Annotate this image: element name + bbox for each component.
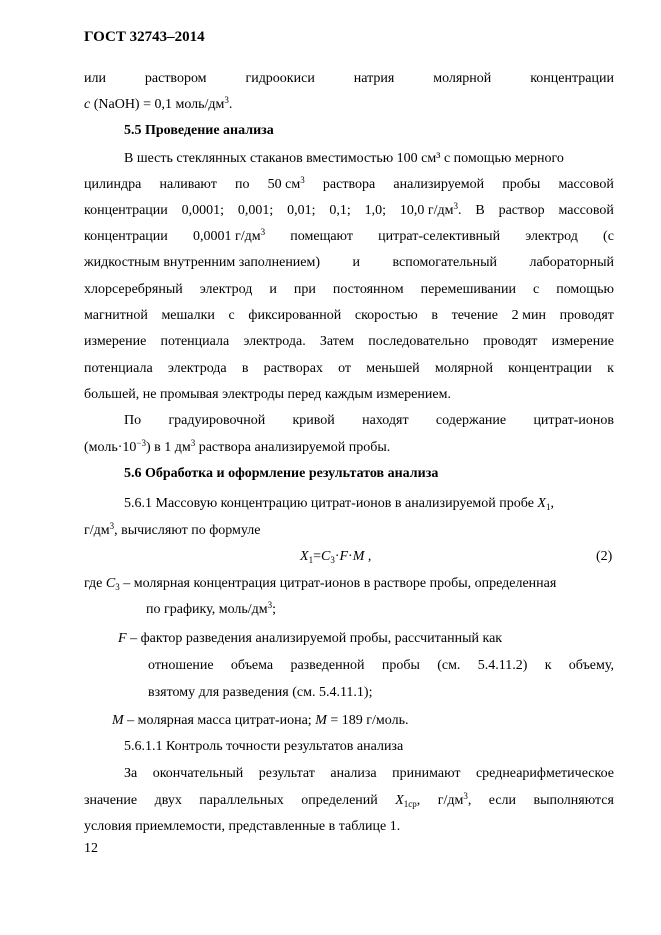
word: параллельных — [199, 793, 284, 808]
subsection-heading-5-6-1-1: 5.6.1.1 Контроль точности результатов анализа — [124, 739, 404, 754]
text-line — [124, 765, 614, 783]
word: и — [352, 255, 361, 270]
word: проводят — [483, 334, 538, 349]
word: 10,0 $г/дм^3$. — [399, 201, 462, 218]
word: измерение — [551, 334, 614, 349]
word: двух — [154, 793, 182, 808]
word: цитрат-селективный — [378, 229, 501, 244]
word: 2 мин — [511, 308, 546, 323]
word: проводят — [559, 308, 614, 323]
word: объему, — [568, 658, 614, 673]
word: последовательно — [368, 334, 469, 349]
word: меньшей — [366, 361, 420, 376]
word: объема — [230, 658, 274, 673]
word: $г/дм^3$, — [437, 791, 472, 808]
text-line — [84, 281, 614, 299]
text-line — [84, 70, 614, 88]
word: массовой — [558, 203, 614, 218]
word: жидкостным внутренним заполнением) — [84, 255, 321, 270]
word: В шесть стеклянных стаканов вместимостью 100 см³ с помощью мерного — [124, 151, 564, 166]
word: молярной — [434, 361, 493, 376]
word: раствор — [498, 203, 545, 218]
word: Затем — [319, 334, 354, 349]
word: массовой — [558, 177, 614, 192]
word: и — [269, 282, 277, 297]
word: мешалки — [161, 308, 215, 323]
word: результат — [258, 766, 315, 781]
word: среднеарифметическое — [475, 766, 614, 781]
text-line: где $С_3$ – молярная концентрация цитрат-ионов в растворе пробы, определенная — [84, 576, 557, 592]
word: с — [532, 282, 540, 297]
word: За — [124, 766, 138, 781]
word: измерение — [84, 334, 147, 349]
doc-header-id: ГОСТ 32743–2014 — [84, 29, 205, 45]
text-line: большей, не промывая электроды перед каждым измерением. — [84, 387, 451, 402]
formula: $X_1=C_3\cdot F\cdot M$ , — [300, 549, 372, 565]
word: В — [475, 203, 485, 218]
text-line — [84, 307, 614, 325]
word: пробы — [502, 177, 541, 192]
word: растворах — [263, 361, 323, 376]
text-line: по графику, моль/$дм^3$; — [146, 600, 277, 617]
word: окончательный — [152, 766, 244, 781]
word: анализа — [330, 766, 377, 781]
text-line — [84, 333, 614, 351]
section-heading-5-5: 5.5 Проведение анализа — [124, 123, 274, 138]
text-line — [84, 202, 614, 220]
word: течение — [451, 308, 499, 323]
text-line: с (NaOH) = 0,1 моль/$дм^3$. — [84, 95, 233, 112]
word: выполняются — [533, 793, 614, 808]
text-line — [84, 792, 614, 810]
word: 0,0001; — [181, 203, 225, 218]
word: скоростью — [354, 308, 418, 323]
word: к — [544, 658, 552, 673]
word: при — [293, 282, 316, 297]
word: (с — [603, 229, 614, 244]
word: 0,01; — [287, 203, 316, 218]
text-line: F – фактор разведения анализируемой пробы, рассчитанный как — [118, 631, 503, 646]
word: постоянном — [332, 282, 404, 297]
word: кривой — [292, 413, 335, 428]
word: отношение — [148, 658, 214, 673]
word: 1,0; — [364, 203, 387, 218]
text-line — [84, 176, 614, 194]
word: анализируемой — [393, 177, 485, 192]
word: лабораторный — [529, 255, 614, 270]
word: $X_{1ср}$, — [395, 793, 421, 809]
word: концентрации — [84, 229, 168, 244]
word: концентрации — [508, 361, 592, 376]
word: помещают — [290, 229, 353, 244]
word: находят — [362, 413, 409, 428]
word: 50 $см^3$ — [267, 175, 305, 192]
word: градуировочной — [168, 413, 266, 428]
word: По — [124, 413, 142, 428]
word: 0,1; — [329, 203, 351, 218]
word: перемешивании — [420, 282, 516, 297]
word: пробы — [381, 658, 420, 673]
page-number: 12 — [84, 841, 98, 856]
text-line: $(моль\cdot 10^{-3})$ в 1 $дм^3$ раствора анализируемой пробы. — [84, 438, 391, 455]
word: раствором — [144, 71, 207, 86]
word: 0,001; — [237, 203, 274, 218]
word: фиксированной — [248, 308, 342, 323]
word: разведенной — [290, 658, 365, 673]
text-line: M – молярная масса цитрат-иона; M = 189 г/моль. — [112, 713, 409, 728]
formula-number: (2) — [596, 549, 613, 564]
word: от — [338, 361, 352, 376]
word: хлорсеребряный — [84, 282, 183, 297]
word: магнитной — [84, 308, 148, 323]
text-line: 5.6.1 Массовую концентрацию цитрат-ионов в анализируемой пробе $X_1$, — [124, 496, 554, 512]
word: концентрации — [84, 203, 168, 218]
text-line — [84, 254, 614, 272]
word: (см. — [437, 658, 461, 673]
text-line: условия приемлемости, представленные в таблице 1. — [84, 819, 401, 834]
word: если — [488, 793, 517, 808]
word: или — [84, 71, 106, 86]
word: электрода — [167, 361, 227, 376]
word: значение — [84, 793, 138, 808]
word: электрод — [525, 229, 578, 244]
word: цилиндра — [84, 177, 142, 192]
word: концентрации — [530, 71, 614, 86]
text-line: $г/дм^3$, вычисляют по формуле — [84, 521, 261, 538]
text-line — [84, 228, 614, 246]
word: определений — [301, 793, 378, 808]
word: к — [607, 361, 614, 376]
word: принимают — [392, 766, 461, 781]
word: наливают — [159, 177, 217, 192]
word: в — [431, 308, 438, 323]
text-line: взятому для разведения (см. 5.4.11.1); — [148, 685, 373, 700]
text-line — [148, 657, 614, 675]
text-line — [84, 360, 614, 378]
word: потенциала — [84, 361, 153, 376]
word: гидроокиси — [245, 71, 315, 86]
text-line — [124, 412, 614, 430]
word: с — [228, 308, 235, 323]
word: цитрат-ионов — [533, 413, 614, 428]
text-line — [124, 150, 614, 168]
word: электрод — [199, 282, 253, 297]
word: по — [234, 177, 250, 192]
word: содержание — [435, 413, 507, 428]
word: электрода. — [243, 334, 306, 349]
word: потенциала — [160, 334, 230, 349]
section-heading-5-6: 5.6 Обработка и оформление результатов анализа — [124, 466, 439, 481]
word: раствора — [322, 177, 376, 192]
word: помощью — [556, 282, 614, 297]
word: вспомогательный — [392, 255, 497, 270]
word: 5.4.11.2) — [477, 658, 528, 673]
word: 0,0001 $г/дм^3$ — [192, 227, 266, 244]
word: молярной — [433, 71, 492, 86]
word: натрия — [353, 71, 395, 86]
word: в — [241, 361, 249, 376]
